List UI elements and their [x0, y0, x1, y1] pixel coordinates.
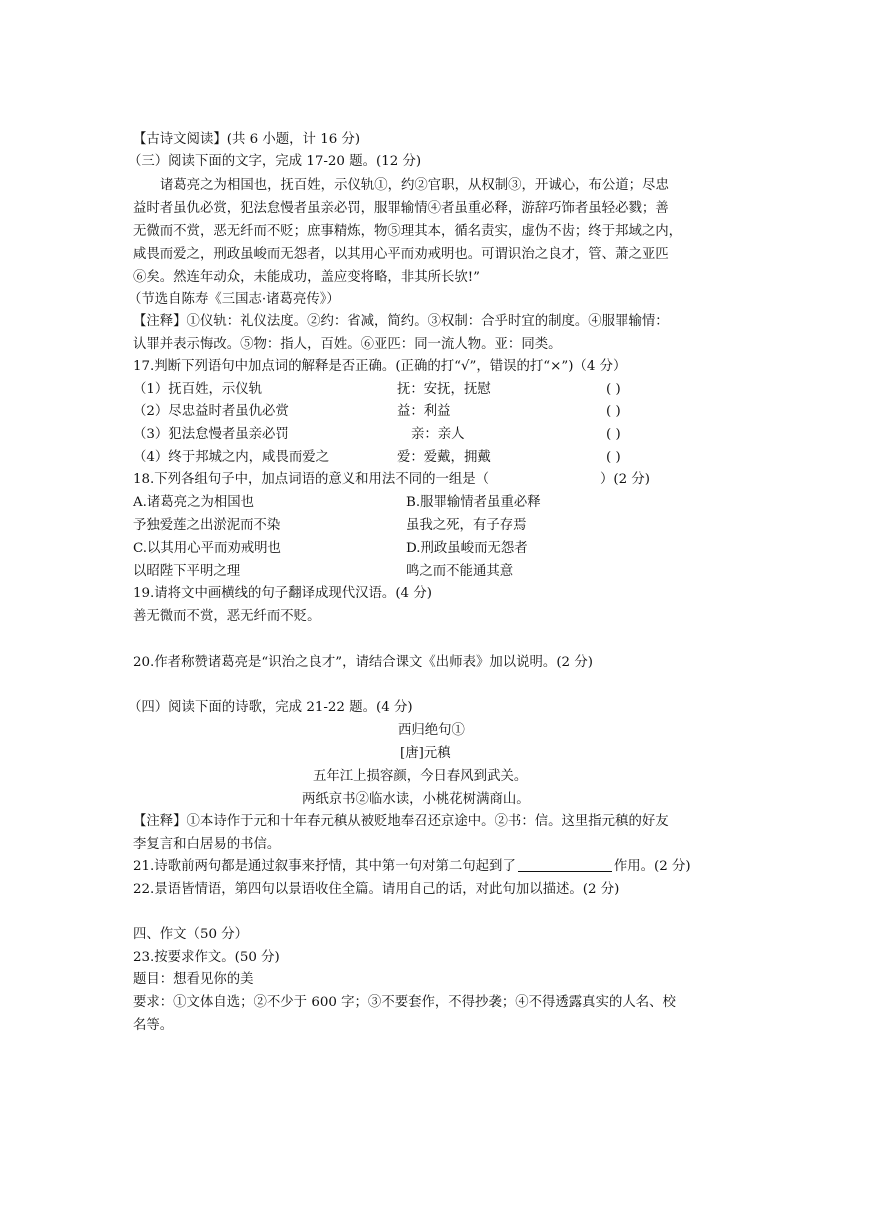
q18-option-c-line1[interactable]: C.以其用心平而劝戒明也 [133, 541, 281, 556]
poem-line-2: 两纸京书②临水读，小桃花树满商山。 [302, 792, 530, 807]
poem-notes-line-2: 李复言和白居易的书信。 [133, 837, 281, 852]
section4-title: （四）阅读下面的诗歌，完成 21-22 题。(4 分) [128, 700, 413, 715]
q18-stem-left: 18.下列各组句子中，加点词语的意义和用法不同的一组是（ [133, 472, 490, 487]
notes-line-1: 【注释】①仪轨：礼仪法度。②约：省减，简约。③权制：合乎时宜的制度。④服罪输情： [133, 314, 669, 329]
q18-option-a-line2: 予独爱莲之出淤泥而不染 [133, 518, 281, 533]
q17-item-1-explain: 抚：安抚，抚慰 [397, 382, 491, 397]
q17-item-2-answer[interactable]: ( ) [606, 404, 621, 419]
passage-line-1: 诸葛亮之为相国也，抚百姓，示仪轨①，约②官职，从权制③，开诚心，布公道；尽忠 [160, 178, 669, 193]
composition-topic: 题目：想看见你的美 [133, 972, 254, 987]
passage-source: （节选自陈寿《三国志·诸葛亮传》） [128, 292, 340, 307]
composition-header: 四、作文（50 分） [133, 927, 249, 942]
q17-item-4-answer[interactable]: ( ) [606, 450, 621, 465]
q19-stem: 19.请将文中画横线的句子翻译成现代汉语。(4 分) [133, 586, 432, 601]
q21-answer-blank[interactable] [518, 857, 612, 872]
poem-line-1: 五年江上损容颜，今日春风到武关。 [313, 769, 528, 784]
q17-item-4-sentence: （4）终于邦城之内，咸畏而爱之 [133, 450, 329, 465]
q18-option-d-line2: 鸣之而不能通其意 [406, 564, 514, 579]
composition-req-line-2: 名等。 [133, 1018, 174, 1033]
composition-req-line-1: 要求：①文体自选；②不少于 600 字；③不要套作，不得抄袭；④不得透露真实的人名、校 [133, 995, 676, 1010]
passage-line-5: ⑥矣。然连年动众，未能成功，盖应变将略，非其所长欤!” [133, 270, 480, 285]
q21-stem-right: 作用。(2 分) [613, 859, 691, 874]
passage-line-3: 无微而不赏，恶无纤而不贬；庶事精炼，物⑤理其本，循名责实，虚伪不齿；终于邦域之内， [133, 224, 683, 239]
notes-line-2: 认罪并表示悔改。⑤物：指人，百姓。⑥亚匹：同一流人物。亚：同类。 [133, 337, 562, 352]
q21-stem-left: 21.诗歌前两句都是通过叙事来抒情，其中第一句对第二句起到了 [133, 859, 516, 874]
section3-title: （三）阅读下面的文字，完成 17-20 题。(12 分) [128, 154, 422, 169]
q17-item-2-explain: 益：利益 [397, 404, 451, 419]
q17-stem: 17.判断下列语句中加点词的解释是否正确。(正确的打“√”，错误的打“×”)（4 分） [133, 359, 627, 374]
q18-option-d-line1[interactable]: D.刑政虽峻而无怨者 [406, 541, 528, 556]
q22-stem: 22.景语皆情语，第四句以景语收住全篇。请用自己的话，对此句加以描述。(2 分) [133, 882, 620, 897]
q17-item-1-answer[interactable]: ( ) [606, 382, 621, 397]
q18-stem-right: ）(2 分) [600, 472, 651, 487]
q20-stem: 20.作者称赞诸葛亮是“识治之良才”，请结合课文《出师表》加以说明。(2 分) [133, 655, 593, 670]
q18-option-b-line1[interactable]: B.服罪输情者虽重必释 [406, 495, 541, 510]
q17-item-4-explain: 爱：爱戴，拥戴 [397, 450, 491, 465]
poem-author: [唐]元稹 [400, 746, 451, 761]
q17-item-3-answer[interactable]: ( ) [606, 427, 621, 442]
section-header-ancient: 【古诗文阅读】(共 6 小题，计 16 分) [133, 132, 361, 147]
q18-option-a-line1[interactable]: A.诸葛亮之为相国也 [133, 495, 255, 510]
q17-item-3-explain: 亲：亲人 [411, 427, 465, 442]
q21-stem [133, 857, 691, 877]
q17-item-1-sentence: （1）抚百姓，示仪轨 [133, 382, 263, 397]
poem-title: 西归绝句① [398, 723, 465, 738]
poem-notes-line-1: 【注释】①本诗作于元和十年春元稹从被贬地奉召还京途中。②书：信。这里指元稹的好友 [133, 814, 669, 829]
q19-sentence: 善无微而不赏，恶无纤而不贬。 [133, 609, 321, 624]
q18-option-b-line2: 虽我之死，有子存焉 [406, 518, 527, 533]
q17-item-3-sentence: （3）犯法怠慢者虽亲必罚 [133, 427, 289, 442]
passage-line-4: 咸畏而爱之，刑政虽峻而无怨者，以其用心平而劝戒明也。可谓识治之良才，管、萧之亚匹 [133, 247, 669, 262]
passage-line-2: 益时者虽仇必赏，犯法怠慢者虽亲必罚，服罪输情④者虽重必释，游辞巧饰者虽轻必戮；善 [133, 201, 669, 216]
q18-option-c-line2: 以昭陛下平明之理 [133, 564, 241, 579]
q23-stem: 23.按要求作文。(50 分) [133, 950, 280, 965]
q17-item-2-sentence: （2）尽忠益时者虽仇必赏 [133, 404, 289, 419]
